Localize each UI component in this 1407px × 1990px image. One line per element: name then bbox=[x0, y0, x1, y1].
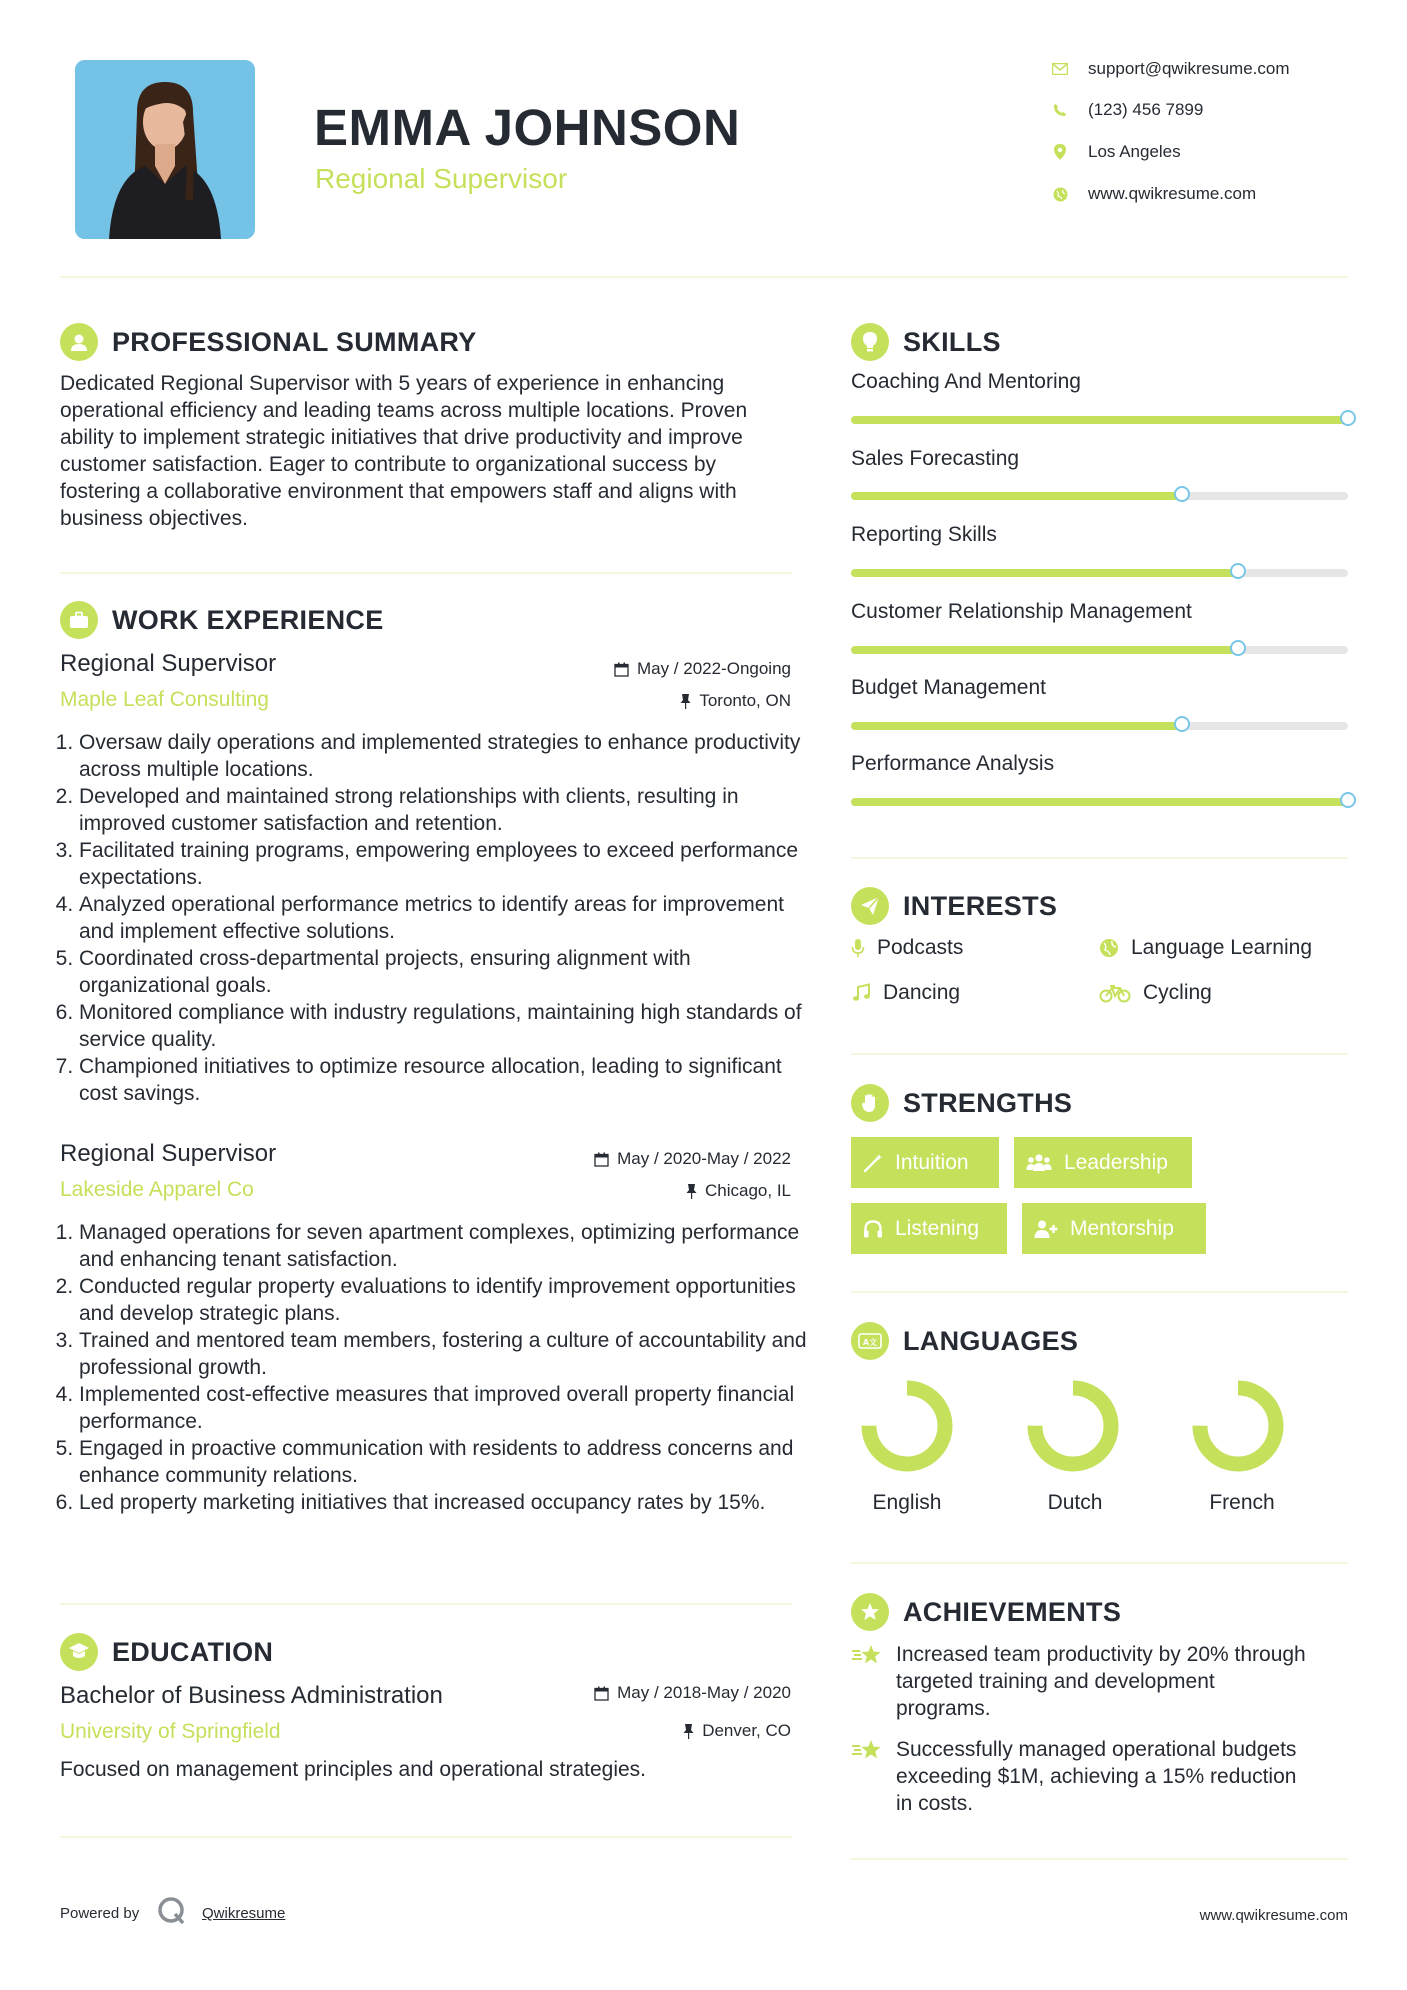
star-icon bbox=[851, 1641, 896, 1722]
skill-bar-fill bbox=[851, 798, 1348, 806]
summary-divider bbox=[60, 572, 792, 574]
duty-item: 6. Monitored compliance with industry regulations, maintaining high standards of service quality. bbox=[79, 999, 814, 1053]
job-2-date-text: May / 2020-May / 2022 bbox=[617, 1149, 791, 1168]
skill-name: Sales Forecasting bbox=[851, 447, 1020, 470]
graduate-icon bbox=[60, 1633, 98, 1671]
education-location bbox=[683, 1721, 791, 1741]
powered-by-label: Powered by bbox=[60, 1905, 140, 1922]
trophy-icon bbox=[851, 1593, 889, 1631]
summary-section-header bbox=[60, 322, 477, 362]
job-2-date bbox=[594, 1149, 791, 1169]
duty-item: 5. Engaged in proactive communication with residents to address concerns and enhance community relations. bbox=[79, 1435, 814, 1489]
job-1-location-text: Toronto, ON bbox=[699, 691, 791, 710]
strengths-divider bbox=[851, 1291, 1348, 1293]
strength-label: Mentorship bbox=[1070, 1216, 1174, 1240]
microphone-icon bbox=[851, 938, 865, 958]
pushpin-icon bbox=[683, 1724, 694, 1739]
strength-label: Leadership bbox=[1064, 1150, 1168, 1174]
skill-bar-fill bbox=[851, 569, 1238, 577]
skill-bar bbox=[851, 646, 1348, 654]
interest-label: Cycling bbox=[1143, 981, 1212, 1004]
skill-name: Reporting Skills bbox=[851, 523, 997, 546]
music-note-icon bbox=[851, 983, 871, 1003]
skill-bar bbox=[851, 722, 1348, 730]
education-divider bbox=[60, 1836, 792, 1838]
candidate-name: EMMA JOHNSON bbox=[314, 99, 741, 156]
duty-item: 7. Championed initiatives to optimize resource allocation, leading to significant cost savings. bbox=[79, 1053, 814, 1107]
education-degree: Bachelor of Business Administration bbox=[60, 1682, 443, 1709]
contact-location bbox=[1050, 140, 1181, 164]
skill-name: Performance Analysis bbox=[851, 752, 1055, 775]
globe-icon bbox=[1050, 184, 1070, 204]
magic-wand-icon bbox=[863, 1153, 883, 1173]
language-name: French bbox=[1209, 1491, 1275, 1514]
job-1-location bbox=[680, 691, 791, 711]
globe-icon bbox=[1099, 938, 1119, 958]
contact-email[interactable] bbox=[1050, 57, 1290, 81]
duty-item: 4. Analyzed operational performance metrics to identify areas for improvement and implement effective solutions. bbox=[79, 891, 814, 945]
strength-tag bbox=[851, 1137, 999, 1188]
interest-label: Podcasts bbox=[877, 936, 964, 959]
work-title: WORK EXPERIENCE bbox=[112, 604, 384, 635]
achievements-title: ACHIEVEMENTS bbox=[903, 1596, 1122, 1627]
map-pin-icon bbox=[1050, 142, 1070, 162]
skills-section-header bbox=[851, 322, 1001, 362]
skill-bar-fill bbox=[851, 416, 1348, 424]
calendar-icon bbox=[614, 662, 629, 677]
job-1-date-text: May / 2022-Ongoing bbox=[636, 659, 791, 678]
skill-name: Customer Relationship Management bbox=[851, 600, 1192, 623]
achievements-section-header bbox=[851, 1592, 1121, 1632]
education-date-text: May / 2018-May / 2020 bbox=[617, 1683, 791, 1702]
summary-text: Dedicated Regional Supervisor with 5 years of experience in enhancing operational efficiency and leading teams across multiple locations. Proven ability to implement strategic initiatives that drive productivity and improve customer satisfaction. Eager to contribute to organizational success by fostering a collaborative environment that empowers staff and aligns with business objectives. bbox=[60, 372, 748, 530]
calendar-icon bbox=[594, 1686, 609, 1701]
education-school: University of Springfield bbox=[60, 1720, 281, 1743]
contact-phone[interactable] bbox=[1050, 98, 1203, 122]
duty-item: 2. Conducted regular property evaluations to identify improvement opportunities and develop strategic plans. bbox=[79, 1273, 814, 1327]
skill-bar-knob bbox=[1174, 486, 1190, 502]
hand-icon bbox=[851, 1084, 889, 1122]
paper-plane-icon bbox=[851, 887, 889, 925]
education-description: Focused on management principles and operational strategies. bbox=[60, 1758, 647, 1781]
strength-tag bbox=[1014, 1137, 1192, 1188]
interests-section-header bbox=[851, 886, 1057, 926]
achievement-item bbox=[851, 1641, 1311, 1722]
interest-item bbox=[851, 981, 960, 1005]
job-1-date bbox=[614, 659, 791, 679]
job-1-title: Regional Supervisor bbox=[60, 650, 277, 677]
interest-label: Dancing bbox=[883, 981, 961, 1004]
job-2-company: Lakeside Apparel Co bbox=[60, 1178, 254, 1201]
skills-divider bbox=[851, 857, 1348, 859]
skill-bar bbox=[851, 416, 1348, 424]
strength-tag bbox=[851, 1203, 1007, 1254]
skill-bar-fill bbox=[851, 646, 1238, 654]
contact-website[interactable] bbox=[1050, 182, 1256, 206]
phone-icon bbox=[1050, 100, 1070, 120]
achievement-item bbox=[851, 1736, 1311, 1817]
strengths-section-header bbox=[851, 1083, 1072, 1123]
skill-bar-knob bbox=[1230, 640, 1246, 656]
pushpin-icon bbox=[680, 694, 691, 709]
language-ring bbox=[1025, 1378, 1121, 1474]
contact-email-text: support@qwikresume.com bbox=[1088, 59, 1290, 78]
envelope-icon bbox=[1050, 59, 1070, 79]
education-date bbox=[594, 1683, 791, 1703]
duty-item: 3. Trained and mentored team members, fostering a culture of accountability and professional growth. bbox=[79, 1327, 814, 1381]
interests-title: INTERESTS bbox=[903, 890, 1058, 921]
achievements-divider bbox=[851, 1858, 1348, 1860]
qwikresume-logo-icon bbox=[157, 1896, 187, 1931]
skill-bar bbox=[851, 492, 1348, 500]
language-icon bbox=[851, 1322, 889, 1360]
duty-item: 4. Implemented cost-effective measures that improved overall property financial performance. bbox=[79, 1381, 814, 1435]
bicycle-icon bbox=[1099, 983, 1131, 1003]
svg-text:A文: A文 bbox=[862, 1338, 878, 1347]
job-2-title: Regional Supervisor bbox=[60, 1140, 277, 1167]
user-plus-icon bbox=[1034, 1219, 1058, 1239]
education-section-header bbox=[60, 1632, 273, 1672]
skill-bar-knob bbox=[1174, 716, 1190, 732]
duty-item: 6. Led property marketing initiatives that increased occupancy rates by 15%. bbox=[79, 1489, 814, 1516]
languages-divider bbox=[851, 1562, 1348, 1564]
interest-item bbox=[851, 936, 963, 960]
skill-bar-fill bbox=[851, 722, 1182, 730]
interest-item bbox=[1099, 981, 1212, 1005]
work-divider bbox=[60, 1603, 792, 1605]
strength-tag bbox=[1022, 1203, 1206, 1254]
strengths-title: STRENGTHS bbox=[903, 1087, 1073, 1118]
job-2-location bbox=[686, 1181, 791, 1201]
user-icon bbox=[60, 323, 98, 361]
candidate-role: Regional Supervisor bbox=[315, 163, 568, 194]
job-2-duties bbox=[60, 1219, 814, 1516]
header-divider bbox=[60, 276, 1348, 278]
job-1-duties bbox=[60, 729, 814, 1107]
skill-bar-knob bbox=[1230, 563, 1246, 579]
languages-title: LANGUAGES bbox=[903, 1325, 1079, 1356]
education-location-text: Denver, CO bbox=[702, 1721, 791, 1740]
job-2-location-text: Chicago, IL bbox=[705, 1181, 791, 1200]
skill-bar bbox=[851, 569, 1348, 577]
pushpin-icon bbox=[686, 1184, 697, 1199]
duty-item: 3. Facilitated training programs, empowering employees to exceed performance expectations. bbox=[79, 837, 814, 891]
brand-link[interactable]: Qwikresume bbox=[202, 1905, 286, 1922]
interest-item bbox=[1099, 936, 1312, 960]
lightbulb-icon bbox=[851, 323, 889, 361]
summary-title: PROFESSIONAL SUMMARY bbox=[112, 326, 477, 357]
skill-bar bbox=[851, 798, 1348, 806]
calendar-icon bbox=[594, 1152, 609, 1167]
achievement-text: Increased team productivity by 20% through targeted training and development programs. bbox=[896, 1643, 1306, 1720]
achievement-text: Successfully managed operational budgets exceeding $1M, achieving a 15% reduction in costs. bbox=[896, 1738, 1297, 1815]
footer-website[interactable]: www.qwikresume.com bbox=[1199, 1907, 1348, 1924]
contact-phone-text: (123) 456 7899 bbox=[1088, 100, 1204, 119]
interest-label: Language Learning bbox=[1131, 936, 1313, 959]
star-icon bbox=[851, 1736, 896, 1817]
skills-title: SKILLS bbox=[903, 326, 1001, 357]
headphones-icon bbox=[863, 1219, 883, 1239]
skill-bar-fill bbox=[851, 492, 1182, 500]
strength-label: Listening bbox=[895, 1216, 980, 1240]
language-ring bbox=[1190, 1378, 1286, 1474]
skill-bar-knob bbox=[1340, 410, 1356, 426]
contact-location-text: Los Angeles bbox=[1088, 142, 1181, 161]
skill-name: Coaching And Mentoring bbox=[851, 370, 1081, 393]
profile-photo bbox=[75, 60, 255, 239]
duty-item: 1. Managed operations for seven apartment complexes, optimizing performance and enhancing tenant satisfaction. bbox=[79, 1219, 814, 1273]
language-name: Dutch bbox=[1047, 1491, 1103, 1514]
language-name: English bbox=[872, 1491, 942, 1514]
group-icon bbox=[1026, 1153, 1052, 1173]
skill-name: Budget Management bbox=[851, 676, 1046, 699]
strength-label: Intuition bbox=[895, 1150, 969, 1174]
duty-item: 2. Developed and maintained strong relationships with clients, resulting in improved customer satisfaction and retention. bbox=[79, 783, 814, 837]
skill-bar-knob bbox=[1340, 792, 1356, 808]
languages-section-header bbox=[851, 1321, 1078, 1361]
education-title: EDUCATION bbox=[112, 1636, 274, 1667]
language-ring bbox=[859, 1378, 955, 1474]
briefcase-icon bbox=[60, 601, 98, 639]
duty-item: 5. Coordinated cross-departmental projects, ensuring alignment with organizational goals. bbox=[79, 945, 814, 999]
job-1-company: Maple Leaf Consulting bbox=[60, 688, 269, 711]
duty-item: 1. Oversaw daily operations and implemented strategies to enhance productivity across multiple locations. bbox=[79, 729, 814, 783]
contact-website-text: www.qwikresume.com bbox=[1088, 184, 1257, 203]
interests-divider bbox=[851, 1053, 1348, 1055]
work-section-header bbox=[60, 600, 384, 640]
